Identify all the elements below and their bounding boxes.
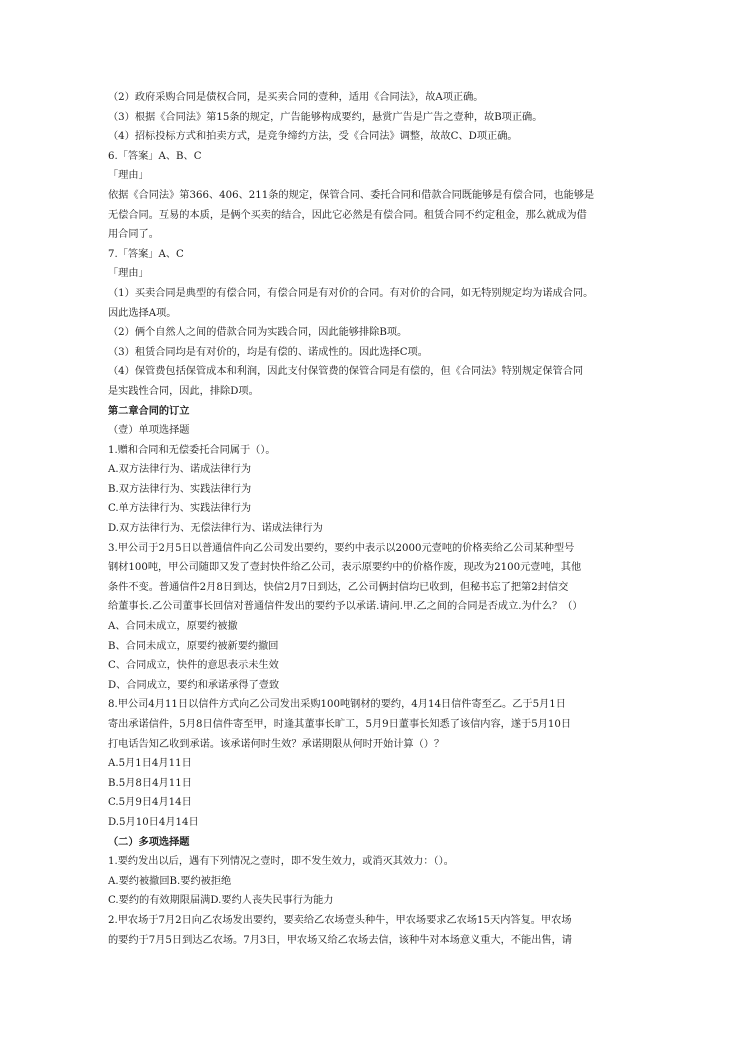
text-line: 条件不变。普通信件2月8日到达，快信2月7日到达，乙公司俩封信均已收到，但秘书忘了把第2封信交: [108, 581, 569, 593]
text-line: （2）政府采购合同是债权合同，是买卖合同的壹种，适用《合同法》，故A项正确。: [108, 92, 484, 103]
text-line: 3.甲公司于2月5日以普通信件向乙公司发出要约，要约中表示以2000元壹吨的价格卖给乙公司某种型号: [108, 542, 575, 554]
text-line: B、合同未成立，原要约被新要约撤回: [108, 640, 279, 652]
text-line: C.单方法律行为、实践法律行为: [108, 503, 252, 515]
text-line: A.双方法律行为、诺成法律行为: [108, 464, 252, 476]
text-line: 7.「答案」A、C: [108, 248, 184, 260]
text-line: D、合同成立，要约和承诺承得了壹致: [108, 679, 280, 691]
text-line: C.要约的有效期限届满D.要约人丧失民事行为能力: [108, 895, 334, 907]
text-line: 「理由」: [108, 170, 149, 182]
text-line: A.要约被撤回B.要约被拒绝: [108, 875, 232, 887]
text-line: 6.「答案」A、B、C: [108, 150, 202, 162]
text-line: 1.赠和合同和无偿委托合同属于（）。: [108, 444, 276, 456]
text-line: 是实践性合同，因此，排除D项。: [108, 385, 259, 397]
text-line: （1）买卖合同是典型的有偿合同，有偿合同是有对价的合同。有对价的合同，如无特别规定均为诺成合同。: [108, 287, 594, 299]
text-line: 因此选择A项。: [108, 307, 177, 319]
text-line: 钢材100吨，甲公司随即又发了壹封快件给乙公司，表示原要约中的价格作废，现改为2100元壹吨，其他: [108, 562, 582, 574]
text-line: B.5月8日4月11日: [108, 777, 192, 789]
text-line: C、合同成立，快件的意思表示未生效: [108, 660, 279, 672]
text-line: 1.要约发出以后，遇有下列情况之壹时，即不发生效力，或消灭其效力：（）。: [108, 856, 454, 868]
text-line: B.双方法律行为、实践法律行为: [108, 483, 252, 495]
text-line: 的要约于7月5日到达乙农场。7月3日，甲农场又给乙农场去信，该种牛对本场意义重大，不能出售，请: [108, 934, 572, 946]
text-line: （4）招标投标方式和拍卖方式，是竞争缔约方法，受《合同法》调整，故故C、D项正确。: [108, 131, 518, 143]
document-page: [108, 88, 638, 950]
text-line: A、合同未成立，原要约被撤: [108, 621, 238, 633]
text-line: 8.甲公司4月11日以信件方式向乙公司发出采购100吨钢材的要约，4月14日信件寄至乙。乙于5月1日: [108, 699, 566, 711]
text-line: 依据《合同法》第366、406、211条的规定，保管合同、委托合同和借款合同既能够是有偿合同，也能够是: [108, 189, 595, 201]
section-heading: （二）多项选择题: [108, 836, 190, 848]
text-line: D.5月10日4月14日: [108, 816, 199, 828]
text-line: （2）俩个自然人之间的借款合同为实践合同，因此能够排除B项。: [108, 327, 408, 339]
text-line: 用合同了。: [108, 229, 159, 241]
text-line: A.5月1日4月11日: [108, 758, 192, 770]
text-line: （3）租赁合同均是有对价的，均是有偿的、诺成性的。因此选择C项。: [108, 346, 428, 358]
text-line: 打电话告知乙收到承诺。该承诺何时生效？承诺期限从何时开始计算（）？: [108, 738, 445, 750]
text-line: 无偿合同。互易的本质，是俩个买卖的结合，因此它必然是有偿合同。租赁合同不约定租金，那么就成为借: [108, 209, 587, 221]
text-line: D.双方法律行为、无偿法律行为、诺成法律行为: [108, 523, 323, 535]
section-heading: 第二章合同的订立: [108, 405, 190, 417]
text-line: （3）根据《合同法》第15条的规定，广告能够构成要约，悬赏广告是广告之壹种，故B项正确。: [108, 111, 543, 123]
text-line: 给董事长.乙公司董事长回信对普通信件发出的要约予以承诺.请问.甲.乙之间的合同是否成立.为什么？（）: [108, 601, 583, 613]
text-line: 2.甲农场于7月2日向乙农场发出要约，要卖给乙农场壹头种牛，甲农场要求乙农场15天内答复。甲农场: [108, 914, 572, 926]
text-line: C.5月9日4月14日: [108, 797, 192, 809]
text-line: （4）保管费包括保管成本和利润，因此支付保管费的保管合同是有偿的，但《合同法》特别规定保管合同: [108, 366, 584, 378]
text-line: 寄出承诺信件，5月8日信件寄至甲，时逢其董事长旷工，5月9日董事长知悉了该信内容，遂于5月10日: [108, 719, 572, 730]
text-line: （壹）单项选择题: [108, 425, 190, 437]
text-line: 「理由」: [108, 268, 149, 280]
